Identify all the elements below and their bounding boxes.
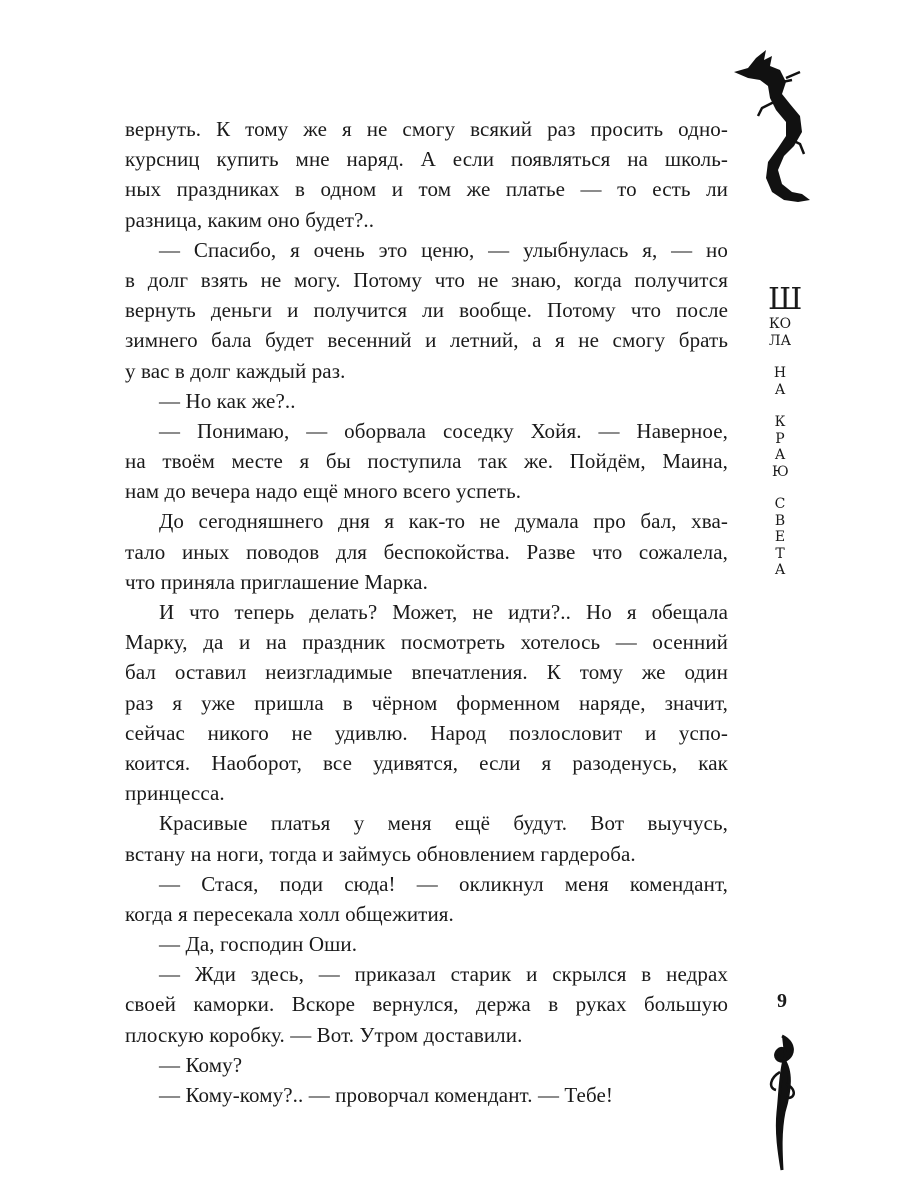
text-line: в долг взять не могу. Потому что не знаю, когда получится xyxy=(125,267,728,292)
text-line: разница, каким оно будет?.. xyxy=(125,207,375,232)
title-word-krayu: КРАЮ xyxy=(772,414,789,480)
text-line: Красивые платья у меня ещё будут. Вот выучусь, xyxy=(159,811,728,836)
dragon-icon xyxy=(730,42,822,214)
page-number: 9 xyxy=(777,990,787,1012)
text-line: Марку, да и на праздник посмотреть хотелось — осенний xyxy=(125,630,728,655)
text-line: До сегодняшнего дня я как-то не думала про бал, хва- xyxy=(159,509,728,534)
text-line: бал оставил неизгладимые впечатления. К тому же один xyxy=(125,660,728,685)
text-line: — Да, господин Оши. xyxy=(159,932,358,957)
text-line: курсниц купить мне наряд. А если появляться на школь- xyxy=(125,147,728,172)
text-line: — Кому? xyxy=(159,1052,243,1077)
text-line: вернуть деньги и получится ли вообще. Потому что после xyxy=(125,298,728,323)
text-line: — Жди здесь, — приказал старик и скрылся в недрах xyxy=(159,962,728,987)
text-line: — Стася, поди сюда! — окликнул меня комендант, xyxy=(159,871,728,896)
text-line: — Но как же?.. xyxy=(159,388,296,413)
text-line: встану на ноги, тогда и займусь обновлением гардероба. xyxy=(125,841,636,866)
text-line: принцесса. xyxy=(125,781,225,806)
text-line: — Кому-кому?.. — проворчал комендант. — Тебе! xyxy=(159,1083,613,1107)
text-line: своей каморки. Вскоре вернулся, держа в руках большую xyxy=(125,992,728,1017)
text-line: тало иных поводов для беспокойства. Разве что сожалела, xyxy=(125,539,728,564)
text-line: коится. Наоборот, все удивятся, если я разоденусь, как xyxy=(125,750,728,775)
text-line: у вас в долг каждый раз. xyxy=(125,358,346,383)
text-line: вернуть. К тому же я не смогу всякий раз просить одно- xyxy=(125,117,728,141)
text-line: плоскую коробку. — Вот. Утром доставили. xyxy=(125,1022,523,1047)
ornament-icon xyxy=(762,1032,802,1172)
title-word-shkola: ШКОЛА xyxy=(768,282,803,349)
text-line: когда я пересекала холл общежития. xyxy=(125,901,454,926)
body-text xyxy=(125,114,728,1110)
text-line: сейчас никого не удивлю. Народ позлословит и успо- xyxy=(125,720,728,745)
text-line: на твоём месте я бы поступила так же. Пойдём, Маина, xyxy=(125,449,728,474)
text-line: раз я уже пришла в чёрном форменном наряде, значит, xyxy=(125,690,728,715)
text-line: нам до вечера надо ещё много всего успеть. xyxy=(125,479,522,504)
text-line: что приняла приглашение Марка. xyxy=(125,569,428,594)
vertical-book-title xyxy=(762,282,803,595)
title-word-na: НА xyxy=(773,365,787,398)
text-line: — Спасибо, я очень это ценю, — улыбнулась я, — но xyxy=(159,237,728,262)
title-word-sveta: СВЕТА xyxy=(774,496,786,578)
text-line: ных праздниках в одном и том же платье — то есть ли xyxy=(125,177,728,202)
text-line: И что теперь делать? Может, не идти?.. Но я обещала xyxy=(159,600,728,624)
text-line: зимнего бала будет весенний и летний, а я не смогу брать xyxy=(125,328,728,353)
text-line: — Понимаю, — оборвала соседку Хойя. — Наверное, xyxy=(159,418,728,443)
